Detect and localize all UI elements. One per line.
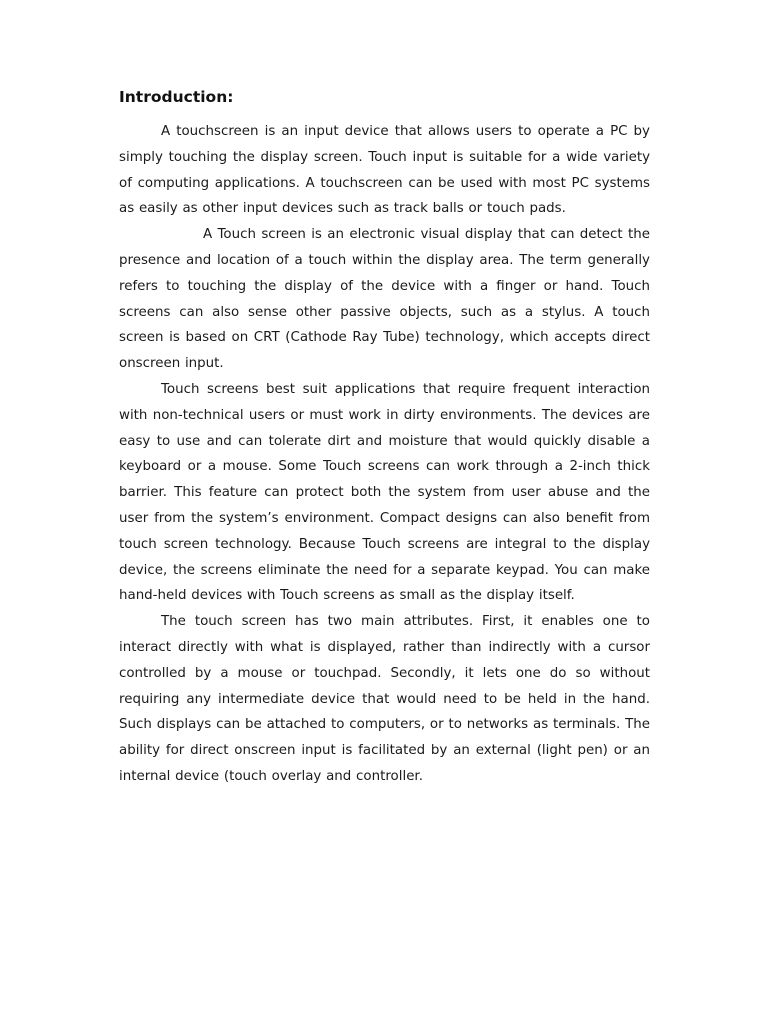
document-body: [119, 86, 650, 790]
section-heading: Introduction:: [119, 88, 234, 106]
paragraph-touchscreen-definition: A touchscreen is an input device that allows users to operate a PC by simply touching the display screen. Touch input is suitable for a wide variety of computing applications. A touchscreen can be used with most PC systems as easily as other input devices such as track balls or touch pads.: [119, 124, 650, 217]
paragraph-applications: Touch screens best suit applications that require frequent interaction with non-technical users or must work in dirty environments. The devices are easy to use and can tolerate dirt and moisture that would quickly disable a keyboard or a mouse. Some Touch screens can work through a 2-inch thick barrier. This feature can protect both the system from user abuse and the user from the system’s environment. Compact designs can also benefit from touch screen technology. Because Touch screens are integral to the display device, the screens eliminate the need for a separate keypad. You can make hand-held devices with Touch screens as small as the display itself.: [119, 381, 650, 604]
paragraph-touch-screen-display: A Touch screen is an electronic visual display that can detect the presence and location of a touch within the display area. The term generally refers to touching the display of the device with a finger or hand. Touch screens can also sense other passive objects, such as a stylus. A touch screen is based on CRT (Cathode Ray Tube) technology, which accepts direct onscreen input.: [119, 227, 650, 372]
paragraph-attributes: The touch screen has two main attributes. First, it enables one to interact directly with what is displayed, rather than indirectly with a cursor controlled by a mouse or touchpad. Secondly, it lets one do so without requiring any intermediate device that would need to be held in the hand. Such displays can be attached to computers, or to networks as terminals. The ability for direct onscreen input is facilitated by an external (light pen) or an internal device (touch overlay and controller.: [119, 614, 650, 784]
